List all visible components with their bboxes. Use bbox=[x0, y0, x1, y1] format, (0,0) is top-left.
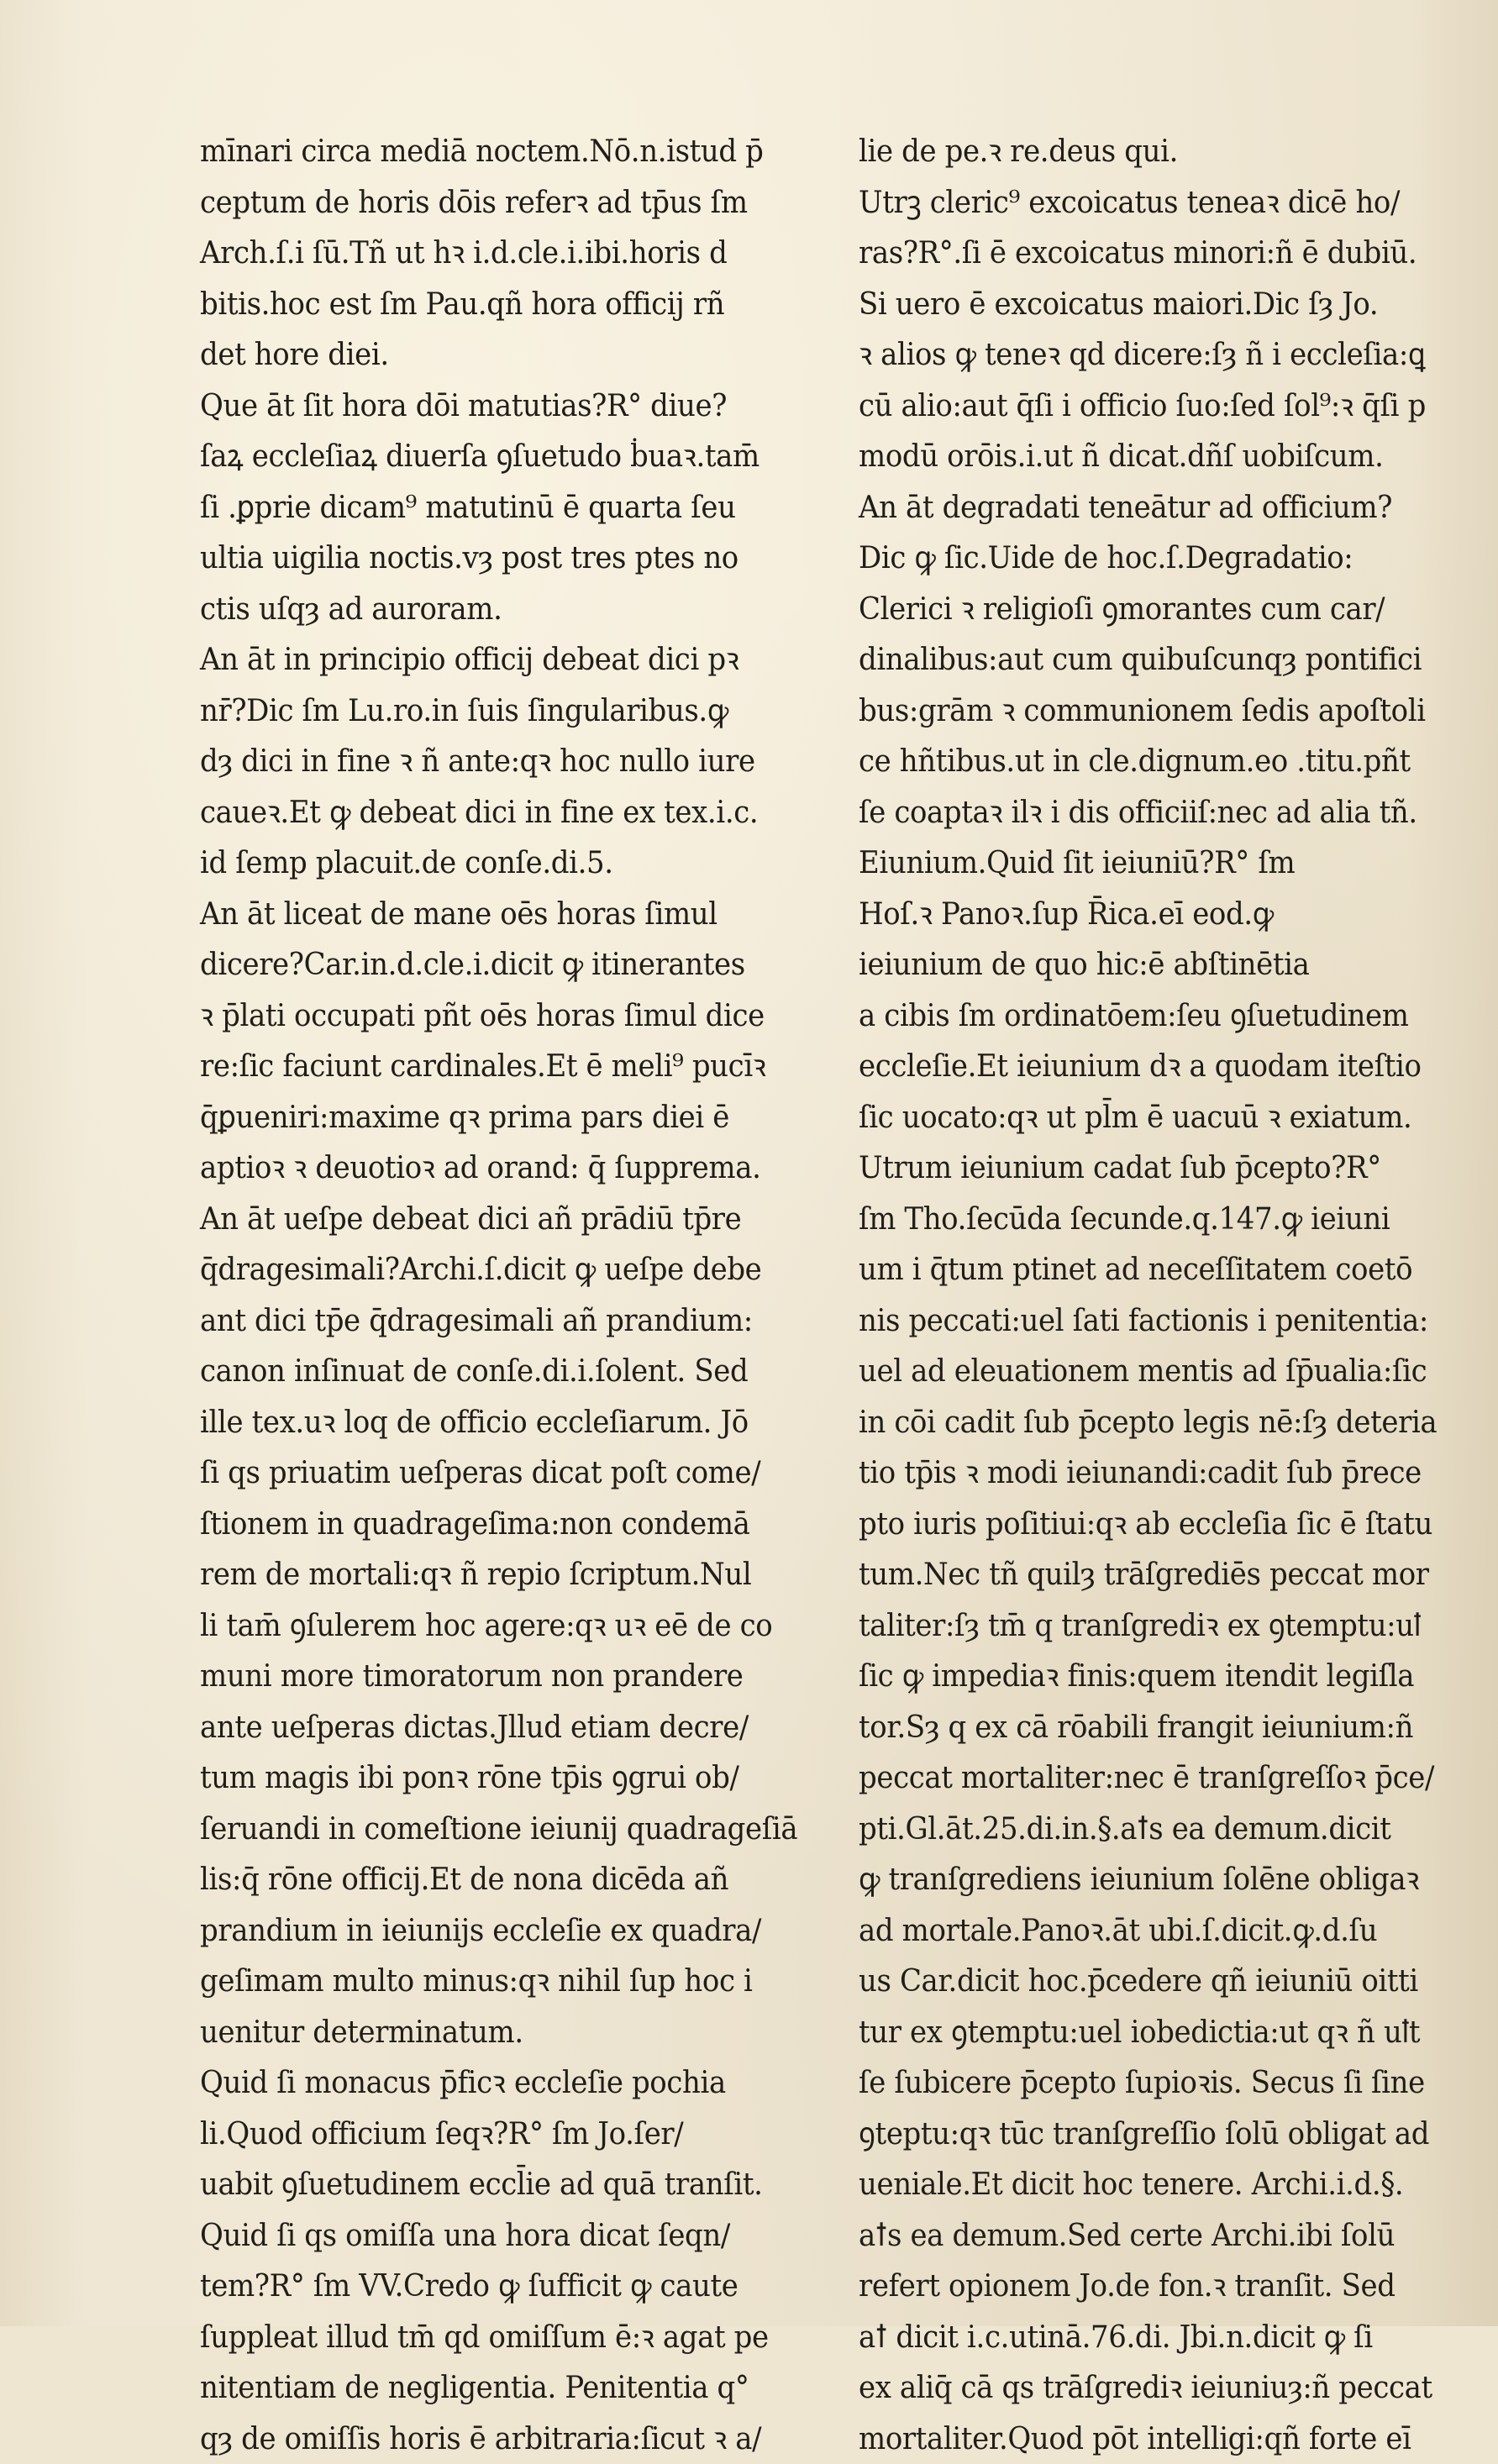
left-column-line: canon inſinuat de conſe.di.i.ſolent. Sed bbox=[200, 1346, 809, 1397]
left-column-line: q̄ꝑueniri:maxime qꝛ prima pars diei ē bbox=[200, 1092, 809, 1143]
right-column-line: Clerici ꝛ religioſi ꝯmorantes cum car/ bbox=[859, 584, 1453, 635]
left-column-line: dȝ dici in fine ꝛ ñ ante:qꝛ hoc nullo iure bbox=[200, 736, 809, 787]
left-column-line: ante ueſperas dictas.Jllud etiam decre/ bbox=[200, 1702, 809, 1753]
left-column-line: lis:q̄ rōne officij.Et de nona dicēda añ bbox=[200, 1854, 809, 1905]
left-column-line: nitentiam de negligentia. Penitentia q° bbox=[200, 2362, 809, 2414]
right-column-line: modū orōis.i.ut ñ dicat.dñſ uobiſcum. bbox=[859, 431, 1453, 482]
right-column-line: ꝙ tranſgrediens ieiunium ſolēne obligaꝛ bbox=[859, 1854, 1453, 1905]
right-column-line: a cibis ſm ordinatōem:ſeu ꝯſuetudinem bbox=[859, 990, 1453, 1042]
right-column-line: refert opionem Jo.de fon.ꝛ tranſit. Sed bbox=[859, 2261, 1453, 2312]
right-column-line: uel ad eleuationem mentis ad ſp̄ualia:ſic bbox=[859, 1346, 1453, 1397]
right-column-line: dinalibus:aut cum quibuſcunqȝ pontifici bbox=[859, 634, 1453, 686]
right-column-line: ſe coaptaꝛ ilꝛ i dis officiiſ:nec ad alia tñ. bbox=[859, 787, 1453, 838]
right-column-line: ſic ꝙ impediaꝛ finis:quem itendit legiſla bbox=[859, 1651, 1453, 1702]
right-column-line: us Car.dicit hoc.p̄cedere qñ ieiuniū oitti bbox=[859, 1956, 1453, 2007]
left-column-line: ant dici tp̄e q̄dragesimali añ prandium: bbox=[200, 1295, 809, 1347]
right-column-line: ad mortale.Panoꝛ.āt ubi.ſ.dicit.ꝙ.d.ſu bbox=[859, 1905, 1453, 1957]
right-column-line: Si uero ē excoicatus maiori.Dic ſȝ Jo. bbox=[859, 279, 1453, 330]
left-column-line: ultia uigilia noctis.vȝ post tres ptes no bbox=[200, 533, 809, 584]
left-column-line: Arch.ſ.i ſū.Tñ ut hꝛ i.d.cle.i.ibi.horis d bbox=[200, 228, 809, 279]
right-column-line: ce hñtibus.ut in cle.dignum.eo .titu.pñt bbox=[859, 736, 1453, 787]
right-column-line: ſm Tho.ſecūda ſecunde.q.147.ꝙ ieiuni bbox=[859, 1194, 1453, 1245]
left-text-column bbox=[200, 126, 809, 2464]
left-column-line: li.Quod officium ſeqꝛ?R° ſm Jo.ſer/ bbox=[200, 2109, 809, 2160]
right-column-line: cū alio:aut q̄ſi i officio ſuo:ſed ſol⁹:ꝛ q̄ſi p bbox=[859, 381, 1453, 432]
left-column-line: id ſemp placuit.de conſe.di.5. bbox=[200, 838, 809, 889]
left-column-line: nr̄?Dic ſm Lu.ro.in ſuis ſingularibus.ꝙ bbox=[200, 686, 809, 737]
right-column-line: tio tp̄is ꝛ modi ieiunandi:cadit ſub p̄rece bbox=[859, 1447, 1453, 1499]
left-column-line: tum magis ibi ponꝛ rōne tp̄is ꝯgrui ob/ bbox=[200, 1752, 809, 1804]
left-column-line: mīnari circa mediā noctem.Nō.n.istud p̄ bbox=[200, 126, 809, 177]
right-column-line: ſic uocato:qꝛ ut pl̄m ē uacuū ꝛ exiatum. bbox=[859, 1092, 1453, 1143]
left-column-line: ſi .ꝑprie dicam⁹ matutinū ē quarta ſeu bbox=[200, 482, 809, 533]
left-column-line: uenitur determinatum. bbox=[200, 2007, 809, 2058]
right-column-line: Hoſ.ꝛ Panoꝛ.ſup R̄ica.eī eod.ꝙ bbox=[859, 889, 1453, 940]
left-column-line: rem de mortali:qꝛ ñ repio ſcriptum.Nul bbox=[200, 1549, 809, 1600]
left-column-line: ctis uſqȝ ad auroram. bbox=[200, 584, 809, 635]
right-column-line: eccleſie.Et ieiunium dꝛ a quodam iteſtio bbox=[859, 1041, 1453, 1092]
left-column-line: ſeruandi in comeſtione ieiunij quadrageſiā bbox=[200, 1804, 809, 1855]
right-column-line: pti.Gl.āt.25.di.in.§.aꝉs ea demum.dicit bbox=[859, 1804, 1453, 1855]
right-column-line: An āt degradati teneātur ad officium? bbox=[859, 482, 1453, 533]
right-column-line: ꝯteptu:qꝛ tūc tranſgreſſio ſolū obligat ad bbox=[859, 2109, 1453, 2160]
left-column-line: aptioꝛ ꝛ deuotioꝛ ad orand: q̄ ſupprema. bbox=[200, 1143, 809, 1194]
left-column-line: prandium in ieiunijs eccleſie ex quadra/ bbox=[200, 1905, 809, 1957]
right-column-line: nis peccati:uel ſati factionis i penitentia: bbox=[859, 1295, 1453, 1347]
left-column-line: li tam̄ ꝯſulerem hoc agere:qꝛ uꝛ eē de co bbox=[200, 1600, 809, 1652]
right-column-line: um i q̄tum ptinet ad neceſſitatem coetō bbox=[859, 1244, 1453, 1295]
left-column-line: Quid ſi qs omiſſa una hora dicat ſeqn/ bbox=[200, 2210, 809, 2262]
left-column-line: Que āt ſit hora dōi matutias?R° diue? bbox=[200, 381, 809, 432]
left-column-line: qȝ de omiſſis horis ē arbitraria:ſicut ꝛ a/ bbox=[200, 2414, 809, 2464]
right-column-line: taliter:ſȝ tm̄ q tranſgrediꝛ ex ꝯtemptu:uꝉ bbox=[859, 1600, 1453, 1652]
right-column-line: Dic ꝙ ſic.Uide de hoc.ſ.Degradatio: bbox=[859, 533, 1453, 584]
left-column-line: ſaꝝ eccleſiaꝝ diuerſa ꝯſuetudo ḃuaꝛ.tam̄ bbox=[200, 431, 809, 482]
right-column-line: aꝉs ea demum.Sed certe Archi.ibi ſolū bbox=[859, 2210, 1453, 2262]
right-column-line: ſe ſubicere p̄cepto ſupioꝛis. Secus ſi ſine bbox=[859, 2057, 1453, 2109]
left-column-line: ſi qs priuatim ueſperas dicat poſt come/ bbox=[200, 1447, 809, 1499]
left-column-line: caueꝛ.Et ꝙ debeat dici in fine ex tex.i.c. bbox=[200, 787, 809, 838]
right-column-line: ras?R°.ſi ē excoicatus minori:ñ ē dubiū. bbox=[859, 228, 1453, 279]
left-column-line: q̄dragesimali?Archi.ſ.dicit ꝙ ueſpe debe bbox=[200, 1244, 809, 1295]
right-column-line: aꝉ dicit i.c.utinā.76.di. Jbi.n.dicit ꝙ ſi bbox=[859, 2312, 1453, 2363]
left-column-line: bitis.hoc est ſm Pau.qñ hora officij rñ bbox=[200, 279, 809, 330]
left-column-line: ſuppleat illud tm̄ qd omiſſum ē:ꝛ agat pe bbox=[200, 2312, 809, 2363]
right-column-line: Utrum ieiunium cadat ſub p̄cepto?R° bbox=[859, 1143, 1453, 1194]
right-column-line: ueniale.Et dicit hoc tenere. Archi.i.d.§. bbox=[859, 2159, 1453, 2210]
right-column-line: tor.Sȝ q ex cā rōabili frangit ieiunium:ñ bbox=[859, 1702, 1453, 1753]
left-column-line: ꝛ p̄lati occupati pñt oēs horas ſimul dice bbox=[200, 990, 809, 1042]
left-column-line: tem?R° ſm VV.Credo ꝙ ſufficit ꝙ caute bbox=[200, 2261, 809, 2312]
left-column-line: Quid ſi monacus p̄ficꝛ eccleſie pochia bbox=[200, 2057, 809, 2109]
left-column-line: geſimam multo minus:qꝛ nihil ſup hoc i bbox=[200, 1956, 809, 2007]
left-column-line: muni more timoratorum non prandere bbox=[200, 1651, 809, 1702]
left-column-line: det hore diei. bbox=[200, 329, 809, 381]
right-column-line: pto iuris poſitiui:qꝛ ab eccleſia ſic ē ſtatu bbox=[859, 1499, 1453, 1550]
right-column-line: in cōi cadit ſub p̄cepto legis nē:ſȝ deteria bbox=[859, 1397, 1453, 1448]
left-column-line: ceptum de horis dōis referꝛ ad tp̄us ſm bbox=[200, 177, 809, 229]
left-column-line: ille tex.uꝛ loq de officio eccleſiarum. Jō bbox=[200, 1397, 809, 1448]
right-column-line: ex aliq̄ cā qs trāſgrediꝛ ieiuniuȝ:ñ peccat bbox=[859, 2362, 1453, 2414]
left-column-line: dicere?Car.in.d.cle.i.dicit ꝙ itinerantes bbox=[200, 939, 809, 990]
left-column-line: An āt liceat de mane oēs horas ſimul bbox=[200, 889, 809, 940]
left-column-line: uabit ꝯſuetudinem eccl̄ie ad quā tranſit. bbox=[200, 2159, 809, 2210]
right-column-line: Utrꝫ cleric⁹ excoicatus teneaꝛ dicē ho/ bbox=[859, 177, 1453, 229]
left-column-line: re:ſic faciunt cardinales.Et ē meli⁹ pucīꝛ bbox=[200, 1041, 809, 1092]
right-column-line: tur ex ꝯtemptu:uel iobedictia:ut qꝛ ñ uꝉt bbox=[859, 2007, 1453, 2058]
left-column-line: An āt in principio officij debeat dici pꝛ bbox=[200, 634, 809, 686]
right-column-line: ieiunium de quo hic:ē abſtinētia bbox=[859, 939, 1453, 990]
right-column-line: bus:grām ꝛ communionem ſedis apoſtoli bbox=[859, 686, 1453, 737]
left-column-line: ſtionem in quadrageſima:non condemā bbox=[200, 1499, 809, 1550]
right-column-line: peccat mortaliter:nec ē tranſgreſſoꝛ p̄ce/ bbox=[859, 1752, 1453, 1804]
right-column-line: Eiunium.Quid ſit ieiuniū?R° ſm bbox=[859, 838, 1453, 889]
right-column-line: tum.Nec tñ quilȝ trāſgrediēs peccat mor bbox=[859, 1549, 1453, 1600]
right-text-column bbox=[859, 126, 1453, 2464]
right-column-line: ꝛ alios ꝙ teneꝛ qd dicere:ſȝ ñ i eccleſia:ꝗ bbox=[859, 329, 1453, 381]
left-column-line: An āt ueſpe debeat dici añ prādiū tp̄re bbox=[200, 1194, 809, 1245]
right-column-line: mortaliter.Quod pōt intelligi:qñ forte eī bbox=[859, 2414, 1453, 2464]
right-column-line: lie de pe.ꝛ re.deus qui. bbox=[859, 126, 1453, 177]
